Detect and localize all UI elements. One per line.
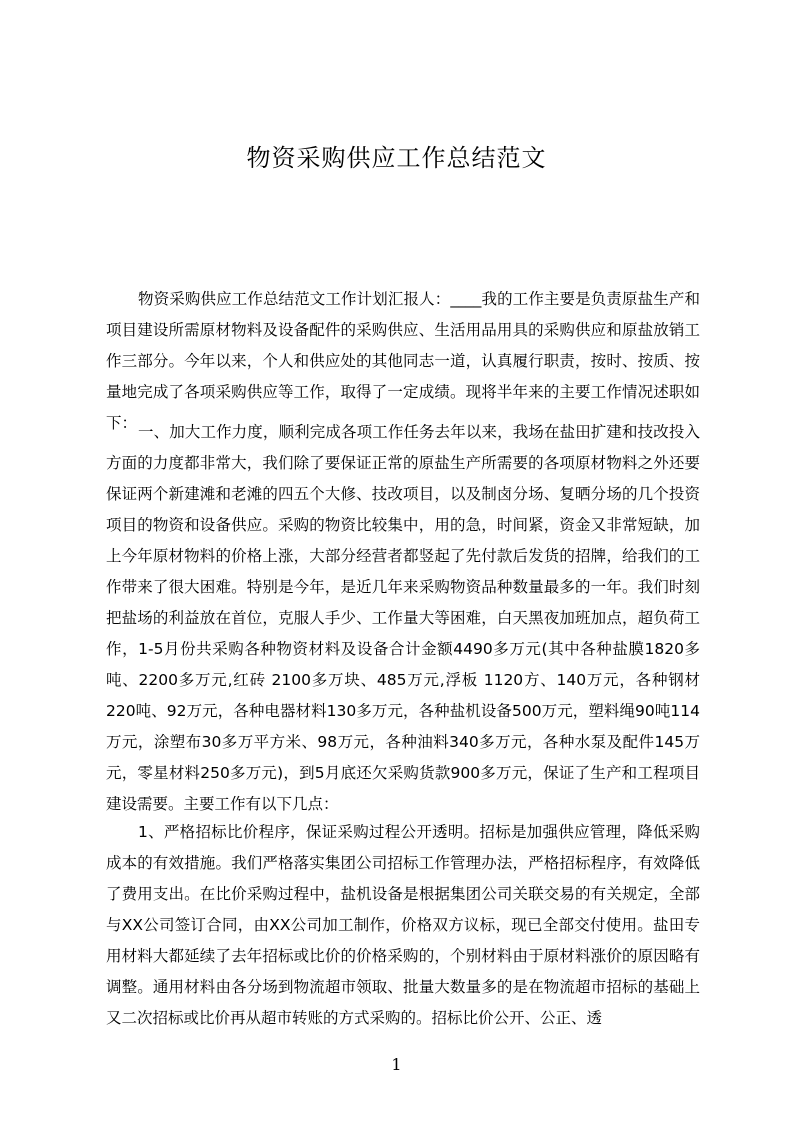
page-number: 1 — [391, 1055, 402, 1074]
section-one-paragraph: 一、加大工作力度，顺利完成各项工作任务去年以来，我场在盐田扩建和技改投入方面的力度都非常大，我们除了要保证正常的原盐生产所需要的各项原材物料之外还要保证两个新建滩和老滩的四五个大修、技改项目，以及制卤分场、复晒分场的几个投资项目的物资和设备供应。采购的物资比较集中，用的急，时间紧，资金又非常短缺，加上今年原材物料的价格上涨，大部分经营者都竖起了先付款后发货的招牌，给我们的工作带来了很大困难。特别是今年，是近几年来采购物资品种数量最多的一年。我们时刻把盐场的利益放在首位，克服人手少、工作量大等困难，白天黑夜加班加点，超负荷工作，1-5月份共采购各种物资材料及设备合计金额4490多万元(其中各种盐膜1820多吨、2200多万元,红砖 2100多万块、485万元,浮板 1120方、140万元，各种钢材220吨、92万元，各种电器材料130多万元，各种盐机设备500万元，塑料绳90吨114万元，涂塑布30多万平方米、98万元，各种油料340多万元，各种水泵及配件145万元，零星材料250多万元)，到5月底还欠采购货款900多万元，保证了生产和工程项目建设需要。主要工作有以下几点： — [106, 423, 700, 813]
point-one-paragraph: 1、严格招标比价程序，保证采购过程公开透明。招标是加强供应管理，降低采购成本的有效措施。我们严格落实集团公司招标工作管理办法，严格招标程序，有效降低了费用支出。在比价采购过程中，盐机设备是根据集团公司关联交易的有关规定，全部与XX公司签订合同，由XX公司加工制作，价格双方议标，现已全部交付使用。盐田专用材料大都延续了去年招标或比价的价格采购的，个别材料由于原材料涨价的原因略有调整。通用材料由各分场到物流超市领取、批量大数量多的是在物流超市招标的基础上又二次招标或比价再从超市转账的方式采购的。招标比价公开、公正、透 — [106, 823, 700, 1027]
intro-paragraph: 物资采购供应工作总结范文工作计划汇报人：____我的工作主要是负责原盐生产和项目建设所需原材物料及设备配件的采购供应、生活用品用具的采购供应和原盐放销工作三部分。今年以来，个人和供应处的其他同志一道，认真履行职责，按时、按质、按量地完成了各项采购供应等工作，取得了一定成绩。现将半年来的主要工作情况述职如下： — [106, 290, 700, 432]
document-title: 物资采购供应工作总结范文 — [246, 144, 547, 172]
